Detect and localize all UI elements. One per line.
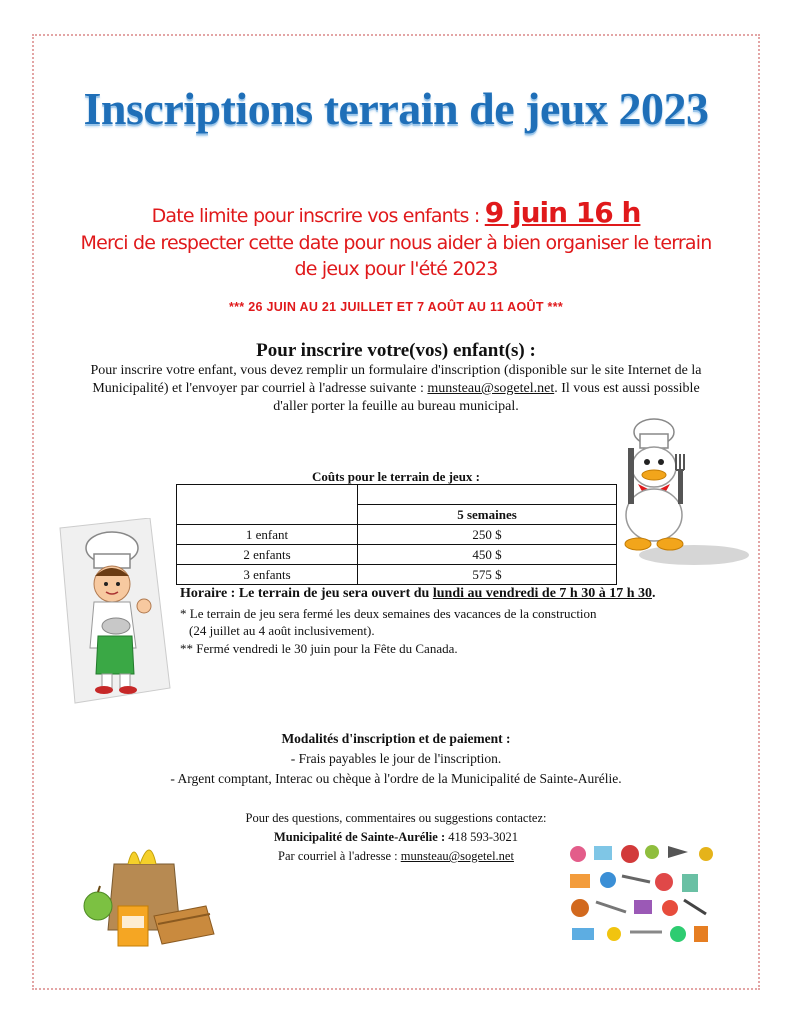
instructions-text-before: Pour inscrire votre enfant, vous devez remplir un formulaire d'inscription (disponible sur le site Internet de la Municipalité) et l'envoyer par courriel à l'adresse suivante : [90,363,702,396]
registration-instructions [74,362,718,416]
column-header-5-weeks: 5 semaines [358,505,617,525]
payment-terms-item: - Frais payables le jour de l'inscription. [290,751,502,766]
deadline-prefix: Date limite pour inscrire vos enfants : [151,205,485,227]
schedule-line [180,586,740,602]
respect-date-message: Merci de respecter cette date pour nous aider à bien organiser le terrain de jeux pour l'été 2023 [80,232,712,280]
registration-heading: Pour inscrire votre(vos) enfant(s) : [256,340,536,361]
table-row [177,545,617,565]
registration-email-link[interactable]: munsteau@sogetel.net [427,381,555,396]
closure-note-line2: (24 juillet au 4 août inclusivement). [189,623,375,638]
payment-terms-title: Modalités d'inscription et de paiement : [281,731,511,746]
table-row [177,525,617,545]
row-label: 2 enfants [177,545,358,565]
closure-note-construction [180,605,740,639]
row-price: 575 $ [358,565,617,585]
contact-org: Municipalité de Sainte-Aurélie : [273,830,446,844]
session-dates: *** 26 JUIN AU 21 JUILLET ET 7 AOÛT AU 11 AOÛT *** [228,300,564,314]
closure-note-canada-day: ** Fermé vendredi le 30 juin pour la Fête du Canada. [180,641,458,656]
chef-boy-icon [40,518,180,708]
table-row [177,565,617,585]
table-corner-cell [177,485,358,525]
contact-email-prefix: Par courriel à l'adresse : [278,849,401,863]
chef-duck-icon [598,412,750,572]
instructions-text-after: . Il vous est aussi possible d'aller porter la feuille au bureau municipal. [273,381,700,414]
costs-title: Coûts pour le terrain de jeux : [311,469,481,484]
deadline-line [0,196,792,229]
schedule-days: lundi au vendredi de 7 h 30 à 17 h 30 [432,586,652,601]
costs-table [176,484,617,585]
contact-email-link[interactable]: munsteau@sogetel.net [400,849,514,863]
closure-note-line1: * Le terrain de jeu sera fermé les deux semaines des vacances de la construction [180,606,597,621]
lunch-bag-icon [78,834,228,954]
payment-terms-item: - Argent comptant, Interac ou chèque à l'ordre de la Municipalité de Sainte-Aurélie. [170,771,622,786]
contact-intro: Pour des questions, commentaires ou suggestions contactez: [245,811,547,825]
row-label: 3 enfants [177,565,358,585]
row-price: 450 $ [358,545,617,565]
schedule-suffix: . [652,586,656,601]
deadline-date: 9 juin 16 h [484,196,641,229]
kitchen-utensils-icon [560,836,720,952]
contact-phone: 418 593-3021 [445,830,519,844]
page-title: Inscriptions terrain de jeux 2023 [83,83,709,134]
table-header-row [177,485,617,505]
row-price: 250 $ [358,525,617,545]
row-label: 1 enfant [177,525,358,545]
schedule-prefix: Horaire : Le terrain de jeu sera ouvert du [180,586,433,601]
table-empty-header-cell [358,485,617,505]
